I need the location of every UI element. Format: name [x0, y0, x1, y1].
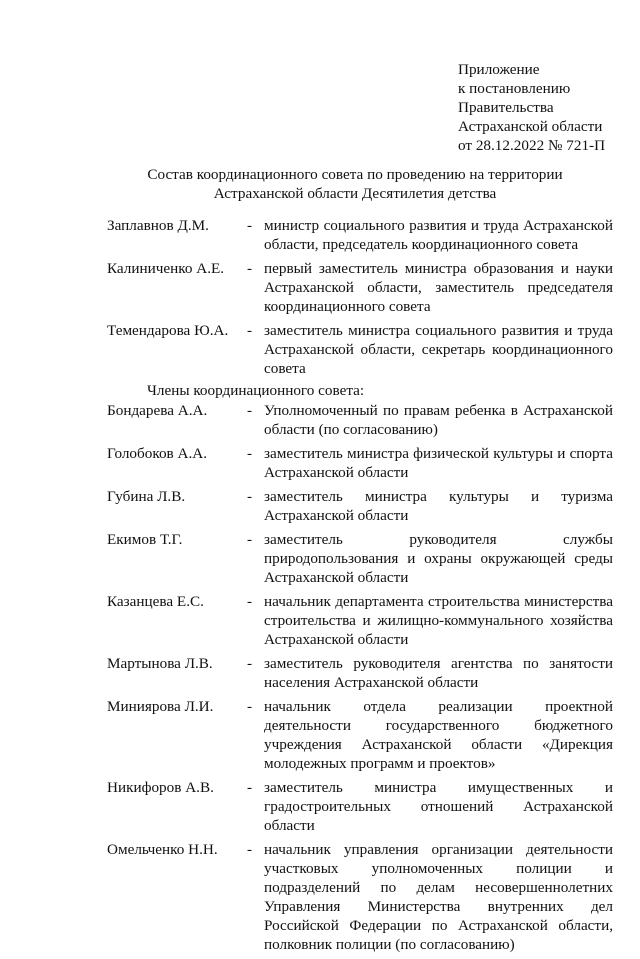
- member-name: Екимов Т.Г.: [107, 531, 183, 548]
- council-entry: [107, 530, 613, 587]
- member-position: начальник отдела реализации проектной деятельности государственного бюджетного учреждения Астраханской области «Дирекция молодежных программ и проектов»: [264, 698, 613, 772]
- leadership-section: [107, 216, 613, 378]
- member-name: Миниярова Л.И.: [107, 698, 214, 715]
- member-position: заместитель руководителя агентства по занятости населения Астраханской области: [264, 655, 613, 691]
- council-entry: [107, 401, 613, 439]
- member-name: Казанцева Е.С.: [107, 593, 204, 610]
- entry-dash: -: [247, 841, 253, 858]
- appendix-block: [458, 60, 633, 155]
- entry-dash: -: [247, 402, 253, 419]
- member-name: Мартынова Л.В.: [107, 655, 213, 672]
- entry-dash: -: [247, 655, 253, 672]
- appendix-line: от 28.12.2022 № 721-П: [458, 137, 606, 154]
- appendix-line: к постановлению: [458, 80, 571, 97]
- entry-dash: -: [247, 217, 253, 234]
- council-entry: [107, 487, 613, 525]
- title-line: Астраханской области Десятилетия детства: [213, 185, 497, 202]
- member-name: Никифоров А.В.: [107, 779, 214, 796]
- title-line: Состав координационного совета по проведению на территории: [147, 166, 563, 183]
- council-entry: [107, 259, 613, 316]
- council-entry: [107, 444, 613, 482]
- entry-dash: -: [247, 698, 253, 715]
- member-position: министр социального развития и труда Астраханской области, председатель координационного совета: [264, 217, 613, 253]
- member-position: заместитель министра имущественных и градостроительных отношений Астраханской области: [264, 779, 613, 834]
- member-name: Калиниченко А.Е.: [107, 260, 225, 277]
- member-name: Голобоков А.А.: [107, 445, 208, 462]
- council-entry: [107, 778, 613, 835]
- entry-dash: -: [247, 260, 253, 277]
- member-position: заместитель руководителя службы природопользования и охраны окружающей среды Астраханской области: [264, 531, 613, 586]
- appendix-line: Приложение: [458, 61, 540, 78]
- members-heading: Члены координационного совета:: [147, 382, 365, 399]
- appendix-line: Правительства: [458, 99, 554, 116]
- member-position: заместитель министра физической культуры и спорта Астраханской области: [264, 445, 613, 481]
- member-position: первый заместитель министра образования и науки Астраханской области, заместитель председателя координационного совета: [264, 260, 613, 315]
- council-list: [107, 216, 613, 959]
- appendix-line: Астраханской области: [458, 118, 603, 135]
- member-position: заместитель министра культуры и туризма Астраханской области: [264, 488, 613, 524]
- council-entry: [107, 321, 613, 378]
- entry-dash: -: [247, 322, 253, 339]
- entry-dash: -: [247, 445, 253, 462]
- member-position: начальник управления организации деятельности участковых уполномоченных полиции и подразделений по делам несовершеннолетних Управления Министерства внутренних дел Российской Федерации по Астраханской области, полковник полиции (по согласованию): [264, 841, 613, 953]
- council-entry: [107, 654, 613, 692]
- entry-dash: -: [247, 488, 253, 505]
- council-entry: [107, 840, 613, 954]
- member-name: Губина Л.В.: [107, 488, 186, 505]
- member-position: начальник департамента строительства министерства строительства и жилищно-коммунального хозяйства Астраханской области: [264, 593, 613, 648]
- member-name: Заплавнов Д.М.: [107, 217, 209, 234]
- council-entry: [107, 697, 613, 773]
- member-position: заместитель министра социального развития и труда Астраханской области, секретарь координационного совета: [264, 322, 613, 377]
- member-name: Бондарева А.А.: [107, 402, 208, 419]
- entry-dash: -: [247, 593, 253, 610]
- council-entry: [107, 592, 613, 649]
- council-entry: [107, 216, 613, 254]
- member-name: Омельченко Н.Н.: [107, 841, 218, 858]
- members-section: [107, 401, 613, 954]
- entry-dash: -: [247, 779, 253, 796]
- document-title: [90, 165, 620, 203]
- member-name: Темендарова Ю.А.: [107, 322, 229, 339]
- entry-dash: -: [247, 531, 253, 548]
- member-position: Уполномоченный по правам ребенка в Астраханской области (по согласованию): [264, 402, 613, 438]
